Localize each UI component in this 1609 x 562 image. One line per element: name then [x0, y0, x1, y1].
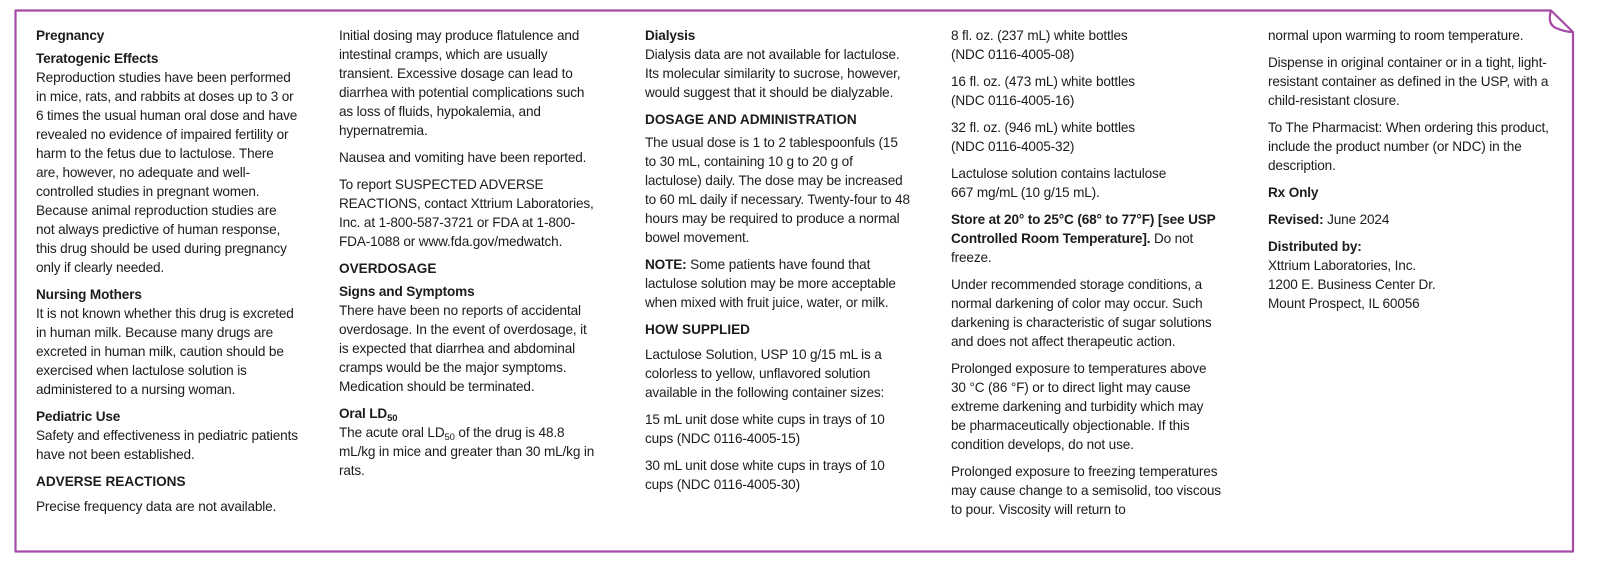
contains-line-2: 667 mg/mL (10 g/15 mL).: [951, 185, 1100, 200]
ld50-heading-prefix: Oral LD: [339, 406, 388, 421]
dialysis-text: Dialysis data are not available for lactulose. Its molecular similarity to sucrose, however, would suggest that it should be dialyzable.: [645, 47, 901, 100]
ld50-heading-sub: 50: [387, 413, 398, 424]
storage-bold: Store at 20° to 25°C (68° to 77°F) [see USP Controlled Room Temperature].: [951, 212, 1216, 246]
warming-text: normal upon warming to room temperature.: [1268, 28, 1524, 43]
bottle-8-size: 8 fl. oz. (237 mL) white bottles: [951, 28, 1128, 43]
bottle-8-text: [951, 26, 1221, 64]
storage-text: [951, 210, 1221, 267]
bottle-16-text: [951, 72, 1221, 110]
nursing-text: It is not known whether this drug is excreted in human milk. Because many drugs are excreted in human milk, caution should be exercised when lactulose solution is administered to a nursing woman.: [36, 306, 294, 397]
revised-date: June 2024: [1323, 212, 1390, 227]
pediatric-heading: Pediatric Use: [36, 409, 121, 424]
note-label: NOTE:: [645, 257, 687, 272]
ld50-text-sub: 50: [444, 432, 455, 443]
bottle-8-ndc: (NDC 0116-4005-08): [951, 47, 1075, 62]
nursing-heading: Nursing Mothers: [36, 287, 142, 302]
signs-text: There have been no reports of accidental overdosage. In the event of overdosage, it is expected that diarrhea and abdominal cramps would be the major symptoms. Medication should be terminated.: [339, 303, 587, 394]
ld50-heading: [339, 404, 597, 423]
dialysis-heading: Dialysis: [645, 28, 696, 43]
distributed-label: Distributed by:: [1268, 239, 1362, 254]
adverse-text: Precise frequency data are not available.: [36, 499, 277, 514]
revised-label: Revised:: [1268, 212, 1324, 227]
signs-heading: Signs and Symptoms: [339, 284, 475, 299]
column-2: [339, 26, 597, 488]
column-3: [645, 26, 910, 502]
bottle-32-ndc: (NDC 0116-4005-32): [951, 139, 1075, 154]
bottle-16-ndc: (NDC 0116-4005-16): [951, 93, 1075, 108]
ld50-text-b: of the drug is 48.8 mL/kg in mice and greater than 30 mL/kg in rats.: [339, 425, 595, 478]
address-line-1: 1200 E. Business Center Dr.: [1268, 277, 1436, 292]
storage-body: Do not freeze.: [951, 231, 1194, 265]
bottle-32-size: 32 fl. oz. (946 mL) white bottles: [951, 120, 1135, 135]
company-name: Xttrium Laboratories, Inc.: [1268, 258, 1416, 273]
note-text: [645, 255, 910, 312]
pharmacist-text: To The Pharmacist: When ordering this product, include the product number (or NDC) in the description.: [1268, 120, 1549, 173]
ld50-text-a: The acute oral LD: [339, 425, 445, 440]
contains-text: [951, 164, 1221, 202]
note-body: Some patients have found that lactulose solution may be more acceptable when mixed with fruit juice, water, or milk.: [645, 257, 896, 310]
teratogenic-text: Reproduction studies have been performed in mice, rats, and rabbits at doses up to 3 or 6 times the usual human oral dose and have revealed no evidence of impaired fertility or harm to the fetus due to lactulose. There are, however, no adequate and well-controlled studies in pregnant women. Because animal reproduction studies are not always predictive of human response, this drug should be used during pregnancy only if clearly needed.: [36, 70, 298, 275]
rx-only-label: Rx Only: [1268, 185, 1319, 200]
revised-text: [1268, 210, 1578, 229]
address-line-2: Mount Prospect, IL 60056: [1268, 296, 1420, 311]
pregnancy-heading: Pregnancy: [36, 28, 105, 43]
column-5: [1268, 26, 1578, 321]
dispense-text: Dispense in original container or in a tight, light-resistant container as defined in the USP, with a child-resistant closure.: [1268, 55, 1549, 108]
freeze-exposure-text: Prolonged exposure to freezing temperatures may cause change to a semisolid, too viscous to pour. Viscosity will return to: [951, 464, 1221, 517]
heat-exposure-text: Prolonged exposure to temperatures above 30 °C (86 °F) or to direct light may cause extreme darkening and turbidity which may be pharmaceutically objectionable. If this condition develops, do not use.: [951, 361, 1207, 452]
report-text: To report SUSPECTED ADVERSE REACTIONS, contact Xttrium Laboratories, Inc. at 1-800-587-3721 or FDA at 1-800-FDA-1088 or www.fda.gov/medwatch.: [339, 177, 594, 249]
contains-line-1: Lactulose solution contains lactulose: [951, 166, 1167, 181]
supplied-text: Lactulose Solution, USP 10 g/15 mL is a colorless to yellow, unflavored solution available in the following container sizes:: [645, 347, 885, 400]
ld50-text: [339, 423, 597, 480]
overdosage-heading: OVERDOSAGE: [339, 261, 437, 276]
size-15-text: 15 mL unit dose white cups in trays of 10 cups (NDC 0116-4005-15): [645, 412, 885, 446]
column-4: [951, 26, 1221, 527]
distributor-block: [1268, 237, 1578, 313]
adverse-heading: ADVERSE REACTIONS: [36, 474, 186, 489]
dosage-text: The usual dose is 1 to 2 tablespoonfuls (15 to 30 mL, containing 10 g to 20 g of lactulose) daily. The dose may be increased to 60 mL daily if necessary. Twenty-four to 48 hours may be required to produce a normal bowel movement.: [645, 135, 910, 245]
darkening-text: Under recommended storage conditions, a normal darkening of color may occur. Such darkening is characteristic of sugar solutions and does not affect therapeutic action.: [951, 277, 1212, 349]
bottle-32-text: [951, 118, 1221, 156]
dosage-heading: DOSAGE AND ADMINISTRATION: [645, 112, 857, 127]
nausea-text: Nausea and vomiting have been reported.: [339, 150, 587, 165]
column-1: [36, 26, 298, 524]
size-30-text: 30 mL unit dose white cups in trays of 10 cups (NDC 0116-4005-30): [645, 458, 885, 492]
bottle-16-size: 16 fl. oz. (473 mL) white bottles: [951, 74, 1135, 89]
rx-only: [1268, 183, 1578, 202]
pediatric-text: Safety and effectiveness in pediatric patients have not been established.: [36, 428, 298, 462]
how-supplied-heading: HOW SUPPLIED: [645, 322, 750, 337]
initial-dosing-text: Initial dosing may produce flatulence and intestinal cramps, which are usually transient. Excessive dosage can lead to diarrhea with potential complications such as loss of fluids, hypokalemia, and hypernatremia.: [339, 28, 585, 138]
teratogenic-heading: Teratogenic Effects: [36, 51, 159, 66]
